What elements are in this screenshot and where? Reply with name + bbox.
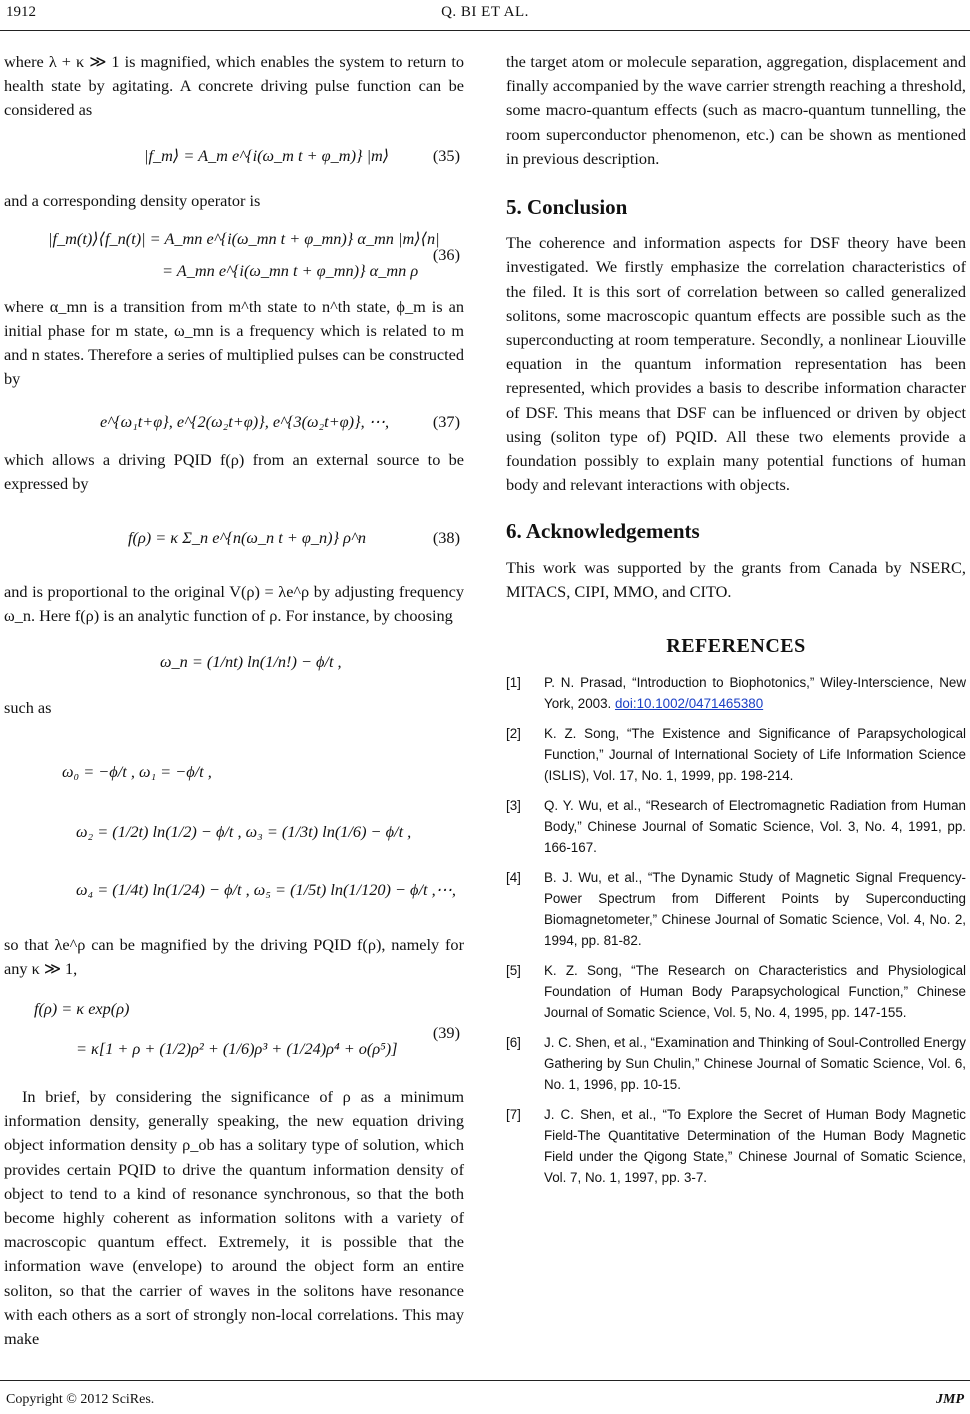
reference-item [506, 672, 966, 714]
reference-number: [4] [506, 870, 521, 886]
equation-36 [4, 223, 464, 287]
reference-item [506, 1032, 966, 1095]
equation-37-body: e^{ω₁t+φ}, e^{2(ω₂t+φ)}, e^{3(ω₂t+φ)}, ⋯, [100, 411, 390, 431]
page-header [0, 0, 970, 38]
reference-number: [3] [506, 798, 521, 814]
equation-35 [4, 135, 464, 177]
equation-such-as [4, 741, 464, 919]
reference-citation: J. C. Shen, et al., “Examination and Thinking of Soul-Controlled Energy Gathering by Sun Chulin,” Chinese Journal of Somatic Science, Vol. 6, No. 1, 1996, pp. 10-15. [544, 1035, 966, 1093]
right-column [506, 50, 966, 1197]
journal-abbreviation: JMP [936, 1392, 964, 1407]
equation-38-body: f(ρ) = κ Σ_n e^{n(ω_n t + φ_n)} ρ^n [128, 528, 367, 548]
reference-item [506, 1104, 966, 1188]
equation-36-line-2: = A_mn e^{i(ω_mn t + φ_mn)} α_mn ρ [162, 260, 419, 280]
equation-choose-body: ω_n = (1/nt) ln(1/n!) − ϕ/t , [160, 652, 342, 672]
left-column [4, 50, 464, 1351]
reference-text [544, 1032, 966, 1095]
section-6-text: This work was supported by the grants from Canada by NSERC, MITACS, CIPI, MMO, and CITO. [506, 557, 966, 601]
reference-number: [2] [506, 726, 521, 742]
reference-citation: Q. Y. Wu, et al., “Research of Electromagnetic Radiation from Human Body,” Chinese Journal of Somatic Science, Vol. 3, No. 4, 1991, pp. 166-167. [544, 798, 966, 856]
equation-35-body: |f_m⟩ = A_m e^{i(ω_m t + φ_m)} |m⟩ [144, 145, 390, 165]
equation-such-line-3: ω₄ = (1/4t) ln(1/24) − ϕ/t , ω₅ = (1/5t) ln(1/120) − ϕ/t ,⋯, [76, 879, 457, 899]
reference-item [506, 960, 966, 1023]
equation-36-number: (36) [432, 244, 460, 264]
reference-text [544, 795, 966, 858]
equation-39-line-1: f(ρ) = κ exp(ρ) [34, 999, 130, 1019]
reference-text [544, 672, 966, 714]
reference-text [544, 1104, 966, 1188]
equation-39 [4, 991, 464, 1075]
equation-such-line-1: ω₀ = −ϕ/t , ω₁ = −ϕ/t , [62, 761, 212, 781]
equation-37-number: (37) [432, 411, 460, 431]
reference-text [544, 960, 966, 1023]
equation-36-line-1: |f_m(t)⟩⟨f_n(t)| = A_mn e^{i(ω_mn t + φ_mn)} α_mn |m⟩⟨n| [48, 228, 440, 248]
left-para-7: so that λe^ρ can be magnified by the driving PQID f(ρ), namely for any κ ≫ 1, [4, 934, 464, 978]
references-list [506, 672, 966, 1188]
left-para-6: such as [4, 698, 52, 718]
left-para-2: and a corresponding density operator is [4, 190, 261, 210]
left-para-1: where λ + κ ≫ 1 is magnified, which enables the system to return to health state by agitating. A concrete driving pulse function can be considered as [4, 52, 464, 120]
equation-such-line-2: ω₂ = (1/2t) ln(1/2) − ϕ/t , ω₃ = (1/3t) ln(1/6) − ϕ/t , [76, 821, 412, 841]
equation-38 [4, 516, 464, 560]
equation-38-number: (38) [432, 527, 460, 547]
reference-citation: B. J. Wu, et al., “The Dynamic Study of Magnetic Signal Frequency-Power Spectrum from Different Points by Superconducting Biomagnetometer,” Chinese Journal of Somatic Science, Vol. 4, No. 2, 1994, pp. 81-82. [544, 870, 966, 949]
equation-39-number: (39) [432, 1022, 460, 1042]
copyright-notice: Copyright © 2012 SciRes. [6, 1392, 155, 1407]
section-6-title: 6. Acknowledgements [506, 519, 700, 544]
left-para-5: and is proportional to the original V(ρ) = λe^ρ by adjusting frequency ω_n. Here f(ρ) is an analytic function of ρ. For instance, by choosing [4, 582, 464, 626]
reference-number: [1] [506, 675, 521, 691]
reference-citation: J. C. Shen, et al., “To Explore the Secret of Human Body Magnetic Field-The Quantitative Determination of the Human Body Magnetic Field under the Qigong State,” Chinese Journal of Somatic Science, Vol. 7, No. 1, 1997, pp. 3-7. [544, 1107, 966, 1186]
reference-item [506, 723, 966, 786]
reference-citation: K. Z. Song, “The Research on Characteristics and Physiological Foundation of Human Body Parapsychological Function,” Chinese Journal of Somatic Science, Vol. 5, No. 4, 1995, pp. 147-155. [544, 963, 966, 1021]
equation-39-line-2: = κ[1 + ρ + (1/2)ρ² + (1/6)ρ³ + (1/24)ρ⁴ + o(ρ⁵)] [76, 1039, 398, 1059]
reference-citation: P. N. Prasad, “Introduction to Biophotonics,” Wiley-Interscience, New York, 2003. [544, 675, 966, 712]
section-5-text: The coherence and information aspects for DSF theory have been investigated. We firstly emphasize the correlation characteristics of the filed. It is this sort of correlation between so called generalized solitons, some macroscopic quantum effects are possible such as the superconducting at room temperature. Secondly, a nonlinear Liouville equation in the quantum information representation has been represented, which provides a basis to describe information character of DSF. This means that DSF can be influenced or driven by object using (soliton type of) PQID. All these two elements provide a foundation possibly to explain many potential functions of human body and relevant interactions with objects. [506, 233, 966, 495]
reference-citation: K. Z. Song, “The Existence and Significance of Parapsychological Function,” Journal of International Society of Life Information Science (ISLIS), Vol. 17, No. 1, 1999, pp. 198-214. [544, 726, 966, 784]
page-footer [0, 1380, 970, 1410]
reference-number: [7] [506, 1107, 521, 1123]
equation-choose [4, 642, 464, 682]
reference-text [544, 723, 966, 786]
header-rule [0, 30, 970, 31]
left-para-4: which allows a driving PQID f(ρ) from an external source to be expressed by [4, 449, 464, 493]
reference-number: [5] [506, 963, 521, 979]
running-head: Q. BI ET AL. [441, 4, 529, 20]
page-number: 1912 [6, 4, 36, 20]
reference-number: [6] [506, 1035, 521, 1051]
reference-text [544, 867, 966, 951]
reference-item [506, 795, 966, 858]
references-title: REFERENCES [666, 635, 806, 658]
section-5-title: 5. Conclusion [506, 195, 628, 220]
equation-35-number: (35) [432, 145, 460, 165]
left-para-3: where α_mn is a transition from m^th state to n^th state, ϕ_m is an initial phase for m state, ω_mn is a frequency which is related to m and n states. Therefore a series of multiplied pulses can be constructed by [4, 296, 464, 389]
right-para-1: the target atom or molecule separation, aggregation, displacement and finally accompanied by the wave carrier strength reaching a threshold, some macro-quantum effects (such as macro-quantum tunnelling, the room superconductor phenomenon, etc.) can be shown as mentioned in previous description. [506, 52, 966, 168]
left-para-8: In brief, by considering the significance of ρ as a minimum information density, generally speaking, the new equation driving object information density ρ_ob has a solitary type of solution, which provides certain PQID to drive the quantum information density of object to tend to a kind of resonance synchronous, so that the both become highly coherent as information solitons with a variety of macroscopic quantum effect. Extremely, it is possible that the information wave (envelope) to around the object form an entire soliton, so that the carrier of waves in the solitons have resonance with each others as a sort of strongly non-local correlations. This may make [4, 1087, 464, 1349]
reference-item [506, 867, 966, 951]
equation-37 [4, 406, 464, 438]
footer-rule [0, 1380, 970, 1381]
doi-link[interactable]: doi:10.1002/0471465380 [614, 696, 764, 712]
